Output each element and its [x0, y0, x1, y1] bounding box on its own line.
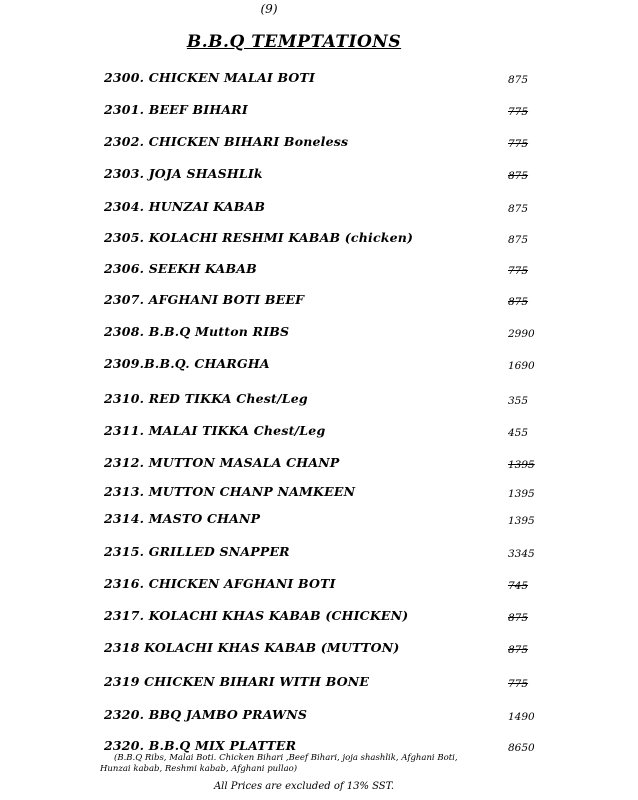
item-name: 2310. RED TIKKA Chest/Leg: [104, 391, 308, 406]
item-price: 775: [508, 265, 529, 277]
item-price: 455: [508, 427, 529, 439]
item-price: 1395: [508, 515, 535, 527]
item-price: 775: [508, 138, 529, 150]
item-price: 875: [508, 74, 529, 86]
menu-item: [0, 70, 638, 90]
item-price: 875: [508, 612, 529, 624]
menu-item: [0, 608, 638, 628]
menu-item: [0, 261, 638, 281]
menu-item: [0, 423, 638, 443]
item-name: 2315. GRILLED SNAPPER: [104, 544, 290, 559]
menu-item: [0, 674, 638, 694]
menu-item: [0, 356, 638, 376]
item-price: 2990: [508, 328, 535, 340]
item-price: 875: [508, 644, 529, 656]
item-price: 775: [508, 678, 529, 690]
item-price: 875: [508, 296, 529, 308]
menu-item: [0, 511, 638, 531]
menu-item: [0, 134, 638, 154]
item-name: 2320. B.B.Q MIX PLATTER: [104, 738, 297, 753]
item-name: 2320. BBQ JAMBO PRAWNS: [104, 707, 308, 722]
menu-item: [0, 484, 638, 504]
item-price: 1490: [508, 711, 535, 723]
item-name: 2304. HUNZAI KABAB: [104, 199, 266, 214]
menu-item: [0, 544, 638, 564]
item-name: 2300. CHICKEN MALAI BOTI: [104, 70, 316, 85]
menu-item: [0, 324, 638, 344]
item-price: 1690: [508, 360, 535, 372]
item-name: 2311. MALAI TIKKA Chest/Leg: [104, 423, 326, 438]
menu-item: [0, 391, 638, 411]
item-name: 2309.B.B.Q. CHARGHA: [104, 356, 270, 371]
item-price: 745: [508, 580, 529, 592]
item-name: 2302. CHICKEN BIHARI Boneless: [104, 134, 349, 149]
platter-description-line: (B.B.Q Ribs, Malai Boti. Chicken Bihari ,Beef Bihari, joja shashlik, Afghani Boti,: [114, 753, 458, 763]
menu-title: B.B.Q TEMPTATIONS: [186, 32, 402, 52]
item-name: 2308. B.B.Q Mutton RIBS: [104, 324, 290, 339]
menu-item: [0, 230, 638, 250]
platter-description-line: Hunzai kabab, Reshmi kabab, Afghani pullao): [100, 764, 298, 774]
menu-item: [0, 199, 638, 219]
page-number: (9): [260, 2, 278, 16]
item-name: 2301. BEEF BIHARI: [104, 102, 248, 117]
item-name: 2319 CHICKEN BIHARI WITH BONE: [104, 674, 370, 689]
item-price: 775: [508, 106, 529, 118]
menu-item: [0, 640, 638, 660]
menu-item: [0, 707, 638, 727]
item-price: 355: [508, 395, 529, 407]
item-price: 3345: [508, 548, 535, 560]
item-price: 875: [508, 203, 529, 215]
item-price: 1395: [508, 488, 535, 500]
item-price: 875: [508, 234, 529, 246]
menu-item: [0, 576, 638, 596]
item-name: 2313. MUTTON CHANP NAMKEEN: [104, 484, 356, 499]
item-name: 2312. MUTTON MASALA CHANP: [104, 455, 340, 470]
tax-note: All Prices are excluded of 13% SST.: [213, 781, 395, 792]
item-name: 2317. KOLACHI KHAS KABAB (CHICKEN): [104, 608, 409, 623]
item-name: 2306. SEEKH KABAB: [104, 261, 257, 276]
item-name: 2303. JOJA SHASHLIk: [104, 166, 263, 181]
item-name: 2318 KOLACHI KHAS KABAB (MUTTON): [104, 640, 400, 655]
platter-description: [100, 753, 530, 775]
menu-item: [0, 455, 638, 475]
menu-item: [0, 292, 638, 312]
menu-item: [0, 166, 638, 186]
item-price: 8650: [508, 742, 535, 754]
item-name: 2314. MASTO CHANP: [104, 511, 261, 526]
item-price: 1395: [508, 459, 535, 471]
item-name: 2316. CHICKEN AFGHANI BOTI: [104, 576, 336, 591]
item-price: 875: [508, 170, 529, 182]
item-name: 2305. KOLACHI RESHMI KABAB (chicken): [104, 230, 414, 245]
menu-item: [0, 102, 638, 122]
item-name: 2307. AFGHANI BOTI BEEF: [104, 292, 305, 307]
